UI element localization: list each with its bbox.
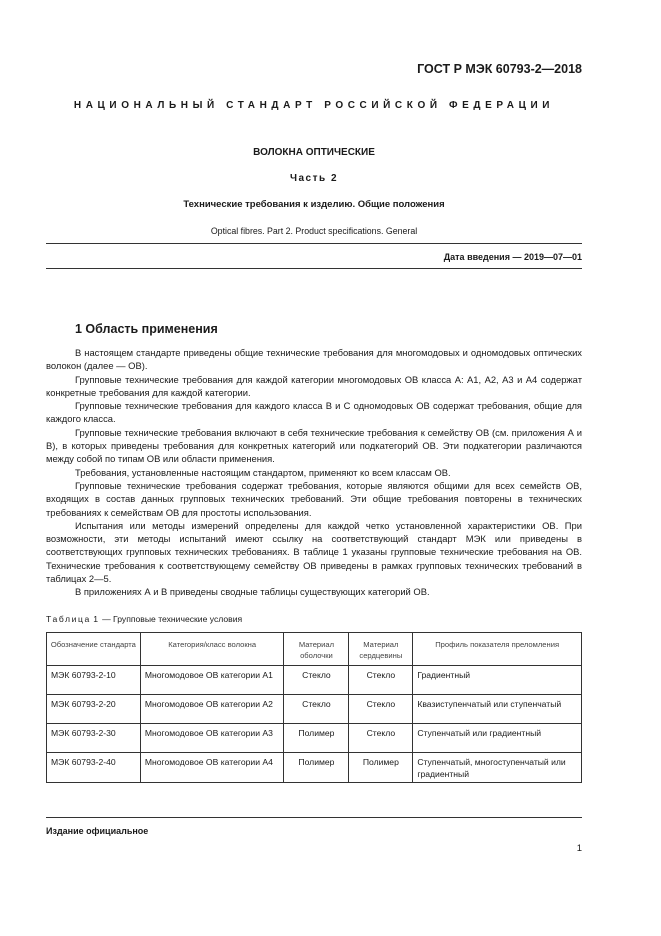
table-caption-number: 1 xyxy=(93,614,100,624)
table-row xyxy=(47,695,582,724)
table-caption-text: — Групповые технические условия xyxy=(102,614,243,624)
cell-cladding: Полимер xyxy=(284,753,349,783)
cell-standard: МЭК 60793-2-20 xyxy=(47,695,141,724)
english-title: Optical fibres. Part 2. Product specifications. General xyxy=(210,226,418,236)
page-number: 1 xyxy=(576,843,582,854)
document-subtitle: Технические требования к изделию. Общие положения xyxy=(183,199,445,210)
section-heading: 1 Область применения xyxy=(75,322,218,336)
document-title: ВОЛОКНА ОПТИЧЕСКИЕ xyxy=(253,147,375,158)
body-paragraph: Требования, установленные настоящим стандартом, применяют ко всем классам ОВ. xyxy=(75,466,451,478)
table-row xyxy=(47,753,582,783)
table-row xyxy=(47,724,582,753)
footer-divider xyxy=(46,817,582,818)
body-paragraph: В приложениях А и В приведены сводные таблицы существующих категорий ОВ. xyxy=(75,586,430,598)
body-paragraph: Групповые технические требования включают в себя технические требования к семейству ОВ (см. приложения А и В), в которых приведены требования для конкретных категорий или подкатегорий ОВ. Эти подкатегории различаются между собой по типам ОВ или области применения. xyxy=(46,426,582,465)
body-paragraph: Групповые технические требования для каждого класса В и С одномодовых ОВ содержат требования, общие для каждого класса. xyxy=(46,400,582,425)
cell-category: Многомодовое ОВ категории А4 xyxy=(140,753,284,783)
national-standard-heading: НАЦИОНАЛЬНЫЙ СТАНДАРТ РОССИЙСКОЙ ФЕДЕРАЦИИ xyxy=(73,100,555,111)
cell-cladding: Стекло xyxy=(284,666,349,695)
cell-standard: МЭК 60793-2-40 xyxy=(47,753,141,783)
cell-standard: МЭК 60793-2-10 xyxy=(47,666,141,695)
column-header-profile: Профиль показателя преломления xyxy=(413,633,582,666)
cell-core: Полимер xyxy=(349,753,413,783)
cell-standard: МЭК 60793-2-30 xyxy=(47,724,141,753)
document-part: Часть 2 xyxy=(289,173,339,184)
cell-core: Стекло xyxy=(349,666,413,695)
cell-profile: Ступенчатый или градиентный xyxy=(413,724,582,753)
cell-profile: Ступенчатый, многоступенчатый или градиентный xyxy=(413,753,582,783)
cell-cladding: Полимер xyxy=(284,724,349,753)
column-header-cladding: Материал оболочки xyxy=(284,633,349,666)
table-row xyxy=(47,666,582,695)
effective-date: Дата введения — 2019—07—01 xyxy=(443,252,582,262)
body-paragraph: В настоящем стандарте приведены общие технические требования для многомодовых и одномодовых оптических волокон (далее — ОВ). xyxy=(46,347,582,372)
group-specifications-table xyxy=(46,632,582,783)
edition-note: Издание официальное xyxy=(46,826,149,836)
title-divider xyxy=(46,243,582,244)
body-paragraph: Групповые технические требования для каждой категории многомодовых ОВ класса А: А1, А2, А3 и А4 содержат конкретные требования для каждой категории. xyxy=(46,373,582,398)
body-paragraph: Групповые технические требования содержат требования, которые являются общими для всех семейств ОВ, входящих в состав данных групповых технических требований. Эти общие требования повторены в технических требованиях к семействам ОВ для простоты использования. xyxy=(46,479,582,518)
date-divider xyxy=(46,268,582,269)
column-header-category: Категория/класс волокна xyxy=(140,633,284,666)
section-body xyxy=(46,346,582,599)
table-caption-label: Таблица xyxy=(46,614,91,624)
cell-category: Многомодовое ОВ категории А1 xyxy=(140,666,284,695)
cell-core: Стекло xyxy=(349,695,413,724)
cell-category: Многомодовое ОВ категории А3 xyxy=(140,724,284,753)
cell-profile: Квазиступенчатый или ступенчатый xyxy=(413,695,582,724)
cell-core: Стекло xyxy=(349,724,413,753)
standard-code: ГОСТ Р МЭК 60793-2—2018 xyxy=(417,62,582,76)
cell-category: Многомодовое ОВ категории А2 xyxy=(140,695,284,724)
table-caption xyxy=(46,614,242,624)
cell-cladding: Стекло xyxy=(284,695,349,724)
table-header-row xyxy=(47,633,582,666)
cell-profile: Градиентный xyxy=(413,666,582,695)
column-header-standard: Обозначение стандарта xyxy=(47,633,141,666)
column-header-core: Материал сердцевины xyxy=(349,633,413,666)
body-paragraph: Испытания или методы измерений определены для каждой четко установленной характеристики ОВ. При возможности, эти методы испытаний имеют ссылку на соответствующий стандарт МЭК или приведены в соответствующих групповых технических требованиях. В таблице 1 указаны групповые технические требования на ОВ. Технические требования к соответствующему семейству ОВ приведены в рамках групповых технических требований в таблицах 2—5. xyxy=(46,519,582,585)
